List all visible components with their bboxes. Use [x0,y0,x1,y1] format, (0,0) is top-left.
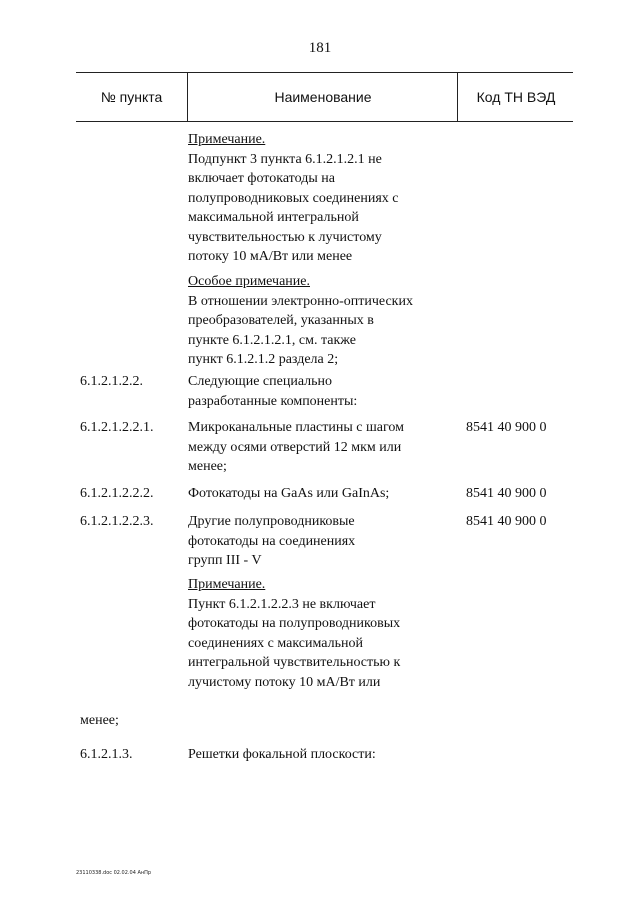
item-name [188,372,357,411]
special-note-line: В отношении электронно-оптических [188,293,413,309]
item-number: 6.1.2.1.2.2.3. [80,514,154,529]
note-2-trailing-line: менее; [80,713,119,728]
header-number-column: № пункта [100,89,163,105]
item-name-line: Решетки фокальной плоскости: [188,747,376,762]
note-1-title: Примечание. [188,132,266,147]
item-code: 8541 40 900 0 [466,420,547,435]
special-note [188,272,413,370]
item-name [188,745,376,765]
item-name-line: между осями отверстий 12 мкм или [188,439,402,455]
note-2-line: Пункт 6.1.2.1.2.2.3 не включает [188,596,376,612]
item-name [188,512,355,571]
item-name-line: групп III - V [188,553,262,568]
item-name-line: разработанные компоненты: [188,393,358,409]
special-note-line: преобразователей, указанных в [188,313,374,328]
note-1-line: включает фотокатоды на [188,171,335,186]
special-note-line: пункт 6.1.2.1.2 раздела 2; [188,352,339,367]
item-name-line: Микроканальные пластины с шагом [188,420,404,435]
special-note-title: Особое примечание. [188,274,310,289]
item-name [188,418,404,477]
header-name-column: Наименование [187,73,458,121]
item-code: 8541 40 900 0 [466,514,547,529]
item-name-line: Другие полупроводниковые [188,514,355,529]
note-2-line: лучистому потоку 10 мА/Вт или [188,674,381,690]
note-1-line: полупроводниковых соединениях с [188,190,399,206]
item-code: 8541 40 900 0 [466,486,547,501]
note-1-line: чувствительностью к лучистому [188,229,382,245]
item-number: 6.1.2.1.2.2.1. [80,420,154,435]
table-header [76,72,573,122]
item-name-line: фотокатоды на соединениях [188,533,356,549]
item-number: 6.1.2.1.2.2. [80,374,143,389]
special-note-line: пункте 6.1.2.1.2.1, см. также [188,332,357,348]
note-2-title: Примечание. [188,577,266,592]
item-number: 6.1.2.1.3. [80,747,133,762]
footer-document-code: 23110338.doc 02.02.04 АнПр [76,870,152,876]
note-1 [188,130,399,267]
header-code-column: Код ТН ВЭД [457,73,574,121]
item-number: 6.1.2.1.2.2.2. [80,486,154,501]
note-1-line: Подпункт 3 пункта 6.1.2.1.2.1 не [188,151,382,167]
item-name-line: Фотокатоды на GaAs или GaInAs; [188,486,390,501]
page-number: 181 [308,40,332,56]
note-2-line: фотокатоды на полупроводниковых [188,616,401,631]
note-2 [188,575,400,692]
note-2-line: интегральной чувствительностью к [188,655,401,670]
item-name-line: менее; [188,459,227,474]
note-1-line: потоку 10 мА/Вт или менее [188,249,353,264]
note-1-line: максимальной интегральной [188,210,359,225]
note-2-line: соединениях с максимальной [188,635,363,651]
item-name-line: Следующие специально [188,374,333,389]
item-name [188,484,389,504]
